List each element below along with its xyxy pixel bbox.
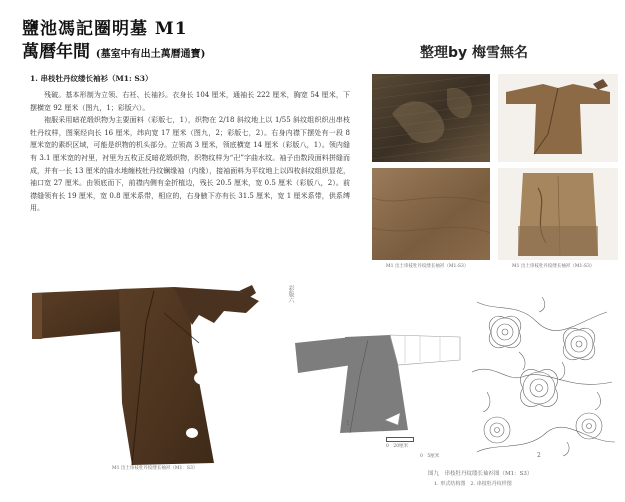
diagram-number-2: 2 [537, 452, 541, 459]
paragraph-1: 残破。基本形制为立领、右衽、长袖衫。衣身长 104 厘米，通袖长 222 厘米，胸宽 54 厘米，下摆横宽 92 厘米（图九，1；彩版六）。 [30, 91, 350, 112]
robe-fragment-photo [498, 74, 618, 162]
photo-caption-right: M1 出土串枝牡丹纹缕长袖衫（M1:S3） [512, 264, 595, 269]
diagram-number-1: 1 [346, 420, 350, 427]
article-body [30, 89, 350, 215]
robe-photo [14, 283, 276, 473]
credit-line: 整理by 梅雪無名 [420, 45, 529, 61]
scale-label-1: 0 20厘米 [386, 444, 409, 449]
section-heading: 1. 串枝牡丹纹缕长袖衫（M1: S3） [30, 74, 153, 83]
paragraph-2: 袍服采用暗花缎织物为主要面料（彩版七，1），织物在 2/18 斜纹地上以 1/55 斜纹组织织出串枝牡丹纹样，图案经向长 16 厘米，纬向宽 17 厘米（图九，2；彩版七，2）。右身内襟下摆处有一段 8 厘米宽的素织区域，可能是织物的机头部分。立领高 3 厘米，领底横宽 14 厘米（彩版八，1）。领内缝有 3.1 厘米宽的衬里，衬里为五枚正反暗花缎织物，织物纹样为“卍”字曲水纹。袖子由数段面料拼缝而成，并有一长 13 厘米的曲水地缠枝牡丹纹镧缘袖（内缘），接袖面料为平纹地上以四枚斜纹组织显花，袖口宽 27 厘米。由领底而下，前襟内侧有金折植边，残长 20.5 厘米，宽 0.5 厘米（彩版八，2）。前襟缝领有长 19 厘米，宽 0.8 厘米系带，相应的，右身腋下亦有长 31.5 厘米，宽 1 厘米系带，供系缚用。 [30, 116, 350, 213]
plate-label: 彩版六 [287, 285, 294, 303]
robe-photo-caption: M1 出土串枝牡丹纹缕长袖衫（M1：S3） [112, 466, 198, 471]
page-title: 鹽池馮記圈明墓 M1 [22, 19, 188, 39]
scale-label-2: 0 5厘米 [420, 454, 440, 459]
reign-note: (墓室中有出土萬曆通寶) [95, 49, 206, 60]
photo-caption-left: M1 出土串枝牡丹纹缕长袖衫（M1:S3） [386, 264, 469, 269]
form-diagram [290, 325, 470, 460]
collar-detail-photo [498, 168, 618, 260]
peony-pattern-drawing [467, 292, 619, 460]
figure-subtitle: 1. 形式结构图 2. 串枝牡丹纹样图 [434, 481, 512, 487]
reign-period: 萬曆年間 [22, 42, 90, 62]
figure-title: 图九 串枝牡丹纹缕长袖衫图（M1：S3） [428, 471, 533, 477]
silk-closeup-photo [372, 74, 490, 162]
scale-bar-1 [386, 437, 414, 442]
page-subtitle [22, 37, 205, 62]
fabric-detail-photo [372, 168, 490, 260]
photo-plate [372, 74, 618, 274]
